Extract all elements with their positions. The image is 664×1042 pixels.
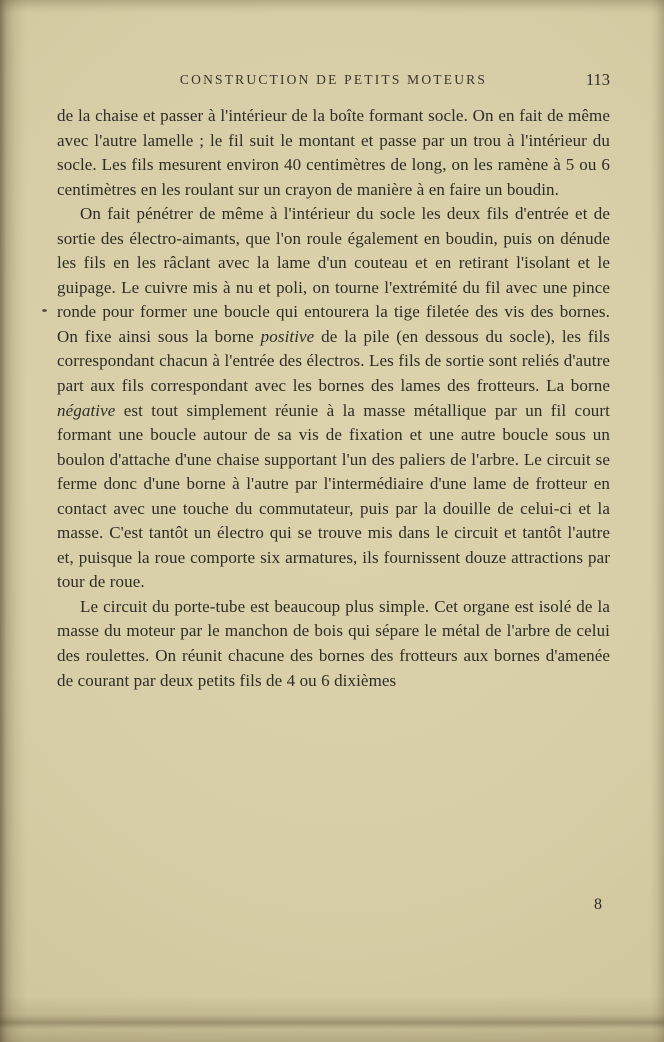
page-edge-shadow-left bbox=[0, 0, 26, 1042]
page-body bbox=[57, 104, 610, 693]
paragraph bbox=[57, 595, 610, 693]
signature-mark: 8 bbox=[594, 896, 602, 913]
page-header bbox=[57, 72, 610, 92]
page-edge-shadow-top bbox=[0, 0, 664, 14]
text-run: On fait pénétrer de même à l'intérieur du socle les deux fils d'entrée et de sortie des électro-aimants, que l'on roule également en boudin, puis on dénude les fils en les râclant avec la lame d'un couteau et en retirant l'isolant et le guipage. Le cuivre mis à nu et poli, on tourne l'extrémité du fil avec une pince ronde pour former une boucle qui entourera la tige filetée des vis des bornes. On fixe ainsi sous la borne bbox=[57, 204, 610, 346]
italic-text-run: négative bbox=[57, 400, 116, 420]
running-title: CONSTRUCTION DE PETITS MOTEURS bbox=[179, 72, 488, 87]
text-run: de la chaise et passer à l'intérieur de la boîte formant socle. On en fait de même avec l'autre lamelle ; le fil suit le montant et passe par un trou à l'intérieur du socle. Les fils mesurent environ 40 centimètres de long, on les ramène à 5 ou 6 centimètres en les roulant sur un crayon de manière à en faire un boudin. bbox=[57, 106, 610, 199]
page-edge-shadow-right bbox=[650, 0, 664, 1042]
page-edge-shadow-bottom bbox=[0, 996, 664, 1042]
paragraph bbox=[57, 202, 610, 595]
page-number: 113 bbox=[585, 70, 610, 89]
text-run: Le circuit du porte-tube est beaucoup plus simple. Cet organe est isolé de la masse du moteur par le manchon de bois qui sépare le métal de l'arbre de celui des roulettes. On réunit chacune des bornes des frotteurs aux bornes d'amenée de courant par deux petits fils de 4 ou 6 dixièmes bbox=[57, 596, 610, 690]
italic-text-run: positive bbox=[260, 326, 315, 346]
text-run: est tout simplement réunie à la masse métallique par un fil court formant une boucle autour de sa vis de fixation et une autre boucle sous un boulon d'attache d'une chaise supportant l'un des paliers de l'arbre. Le circuit se ferme donc d'une borne à l'autre par l'intermédiaire d'une lame de frotteur en contact avec une touche du commutateur, puis par la douille de celui-ci et la masse. C'est tantôt un électro qui se trouve mis dans le circuit et tantôt l'autre et, puisque la roue comporte six armatures, ils fournissent douze attractions par tour de roue. bbox=[57, 400, 610, 592]
paragraph bbox=[57, 104, 610, 202]
text-run: de la pile (en dessous du socle), les fils correspondant chacun à l'entrée des électros. Les fils de sortie sont reliés d'autre part aux fils correspondant avec les bornes des lames des frotteurs. La borne bbox=[57, 326, 610, 396]
ink-speck bbox=[42, 309, 47, 312]
